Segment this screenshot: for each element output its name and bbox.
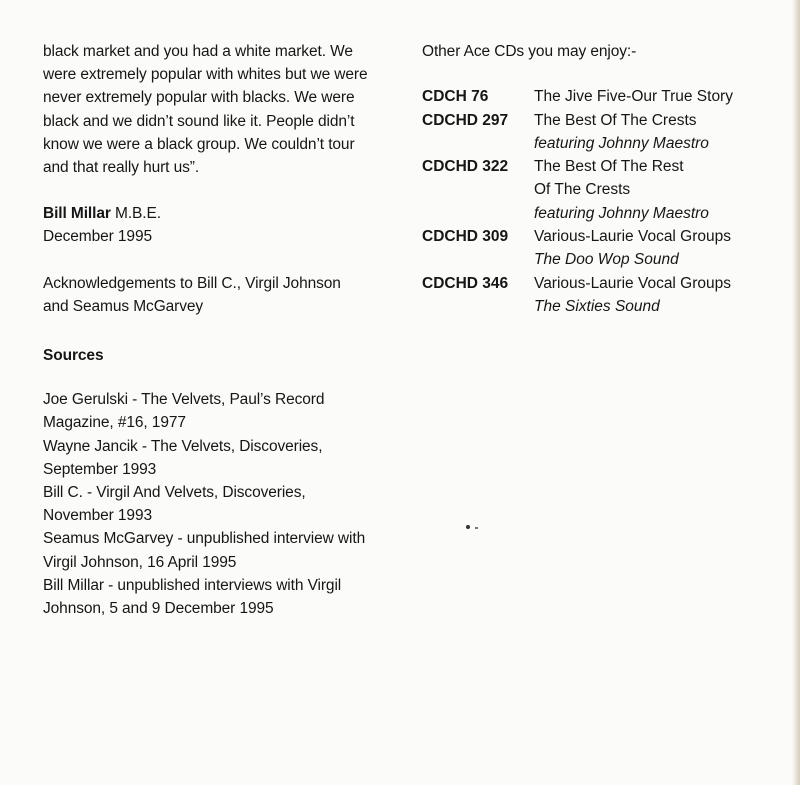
catalogue-subline bbox=[422, 248, 782, 271]
source-line: September 1993 bbox=[43, 460, 157, 478]
spacer bbox=[43, 318, 398, 344]
spacer bbox=[43, 249, 398, 272]
quote-paragraph bbox=[43, 40, 398, 179]
sources-heading: Sources bbox=[43, 347, 104, 365]
quote-line: know we were a black group. We couldn’t tour bbox=[43, 135, 355, 153]
source-line: Seamus McGarvey - unpublished interview with bbox=[43, 530, 366, 548]
left-column bbox=[43, 40, 398, 620]
catalogue-item bbox=[422, 155, 782, 178]
catalogue-item bbox=[422, 272, 782, 295]
source-line: Johnson, 5 and 9 December 1995 bbox=[43, 600, 274, 618]
quote-line: and that really hurt us”. bbox=[43, 159, 200, 177]
author-honours: M.B.E. bbox=[110, 205, 161, 223]
catalogue-title: The Jive Five-Our True Story bbox=[534, 88, 733, 106]
catalogue-subtitle: featuring Johnny Maestro bbox=[534, 134, 709, 152]
acknowledgements bbox=[43, 272, 398, 318]
page-edge-shadow bbox=[792, 0, 800, 785]
source-line: Bill Millar - unpublished interviews with Virgil bbox=[43, 576, 342, 594]
quote-line: never extremely popular with blacks. We were bbox=[43, 89, 355, 107]
quote-line: black and we didn’t sound like it. People didn’t bbox=[43, 112, 355, 130]
spacer bbox=[43, 179, 398, 202]
catalogue-title: The Best Of The Crests bbox=[534, 111, 697, 129]
paper-speck bbox=[466, 525, 470, 529]
catalogue-title-continued: Of The Crests bbox=[534, 181, 631, 199]
catalogue-subline bbox=[422, 202, 782, 225]
right-column bbox=[422, 40, 782, 318]
catalogue-number: CDCHD 322 bbox=[422, 158, 509, 176]
acknowledgements-line: Acknowledgements to Bill C., Virgil Johnson bbox=[43, 274, 341, 292]
catalogue-subline bbox=[422, 178, 782, 201]
catalogue-item bbox=[422, 85, 782, 108]
catalogue-title: The Best Of The Rest bbox=[534, 158, 684, 176]
catalogue-subtitle: featuring Johnny Maestro bbox=[534, 204, 709, 222]
source-line: Wayne Jancik - The Velvets, Discoveries, bbox=[43, 437, 323, 455]
acknowledgements-line: and Seamus McGarvey bbox=[43, 297, 204, 315]
catalogue-list bbox=[422, 85, 782, 318]
quote-line: were extremely popular with whites but we were bbox=[43, 66, 368, 84]
author-credit bbox=[43, 202, 398, 225]
catalogue-subtitle: The Doo Wop Sound bbox=[534, 251, 679, 269]
sources-list bbox=[43, 388, 398, 620]
source-line: Bill C. - Virgil And Velvets, Discoveries, bbox=[43, 484, 306, 502]
source-line: November 1993 bbox=[43, 507, 152, 525]
catalogue-subline bbox=[422, 295, 782, 318]
catalogue-number: CDCHD 309 bbox=[422, 227, 509, 245]
author-name: Bill Millar bbox=[43, 205, 111, 223]
catalogue-subline bbox=[422, 132, 782, 155]
catalogue-item bbox=[422, 225, 782, 248]
spacer bbox=[43, 367, 398, 388]
source-line: Virgil Johnson, 16 April 1995 bbox=[43, 553, 237, 571]
source-line: Magazine, #16, 1977 bbox=[43, 414, 186, 432]
catalogue-subtitle: The Sixties Sound bbox=[534, 297, 660, 315]
catalogue-title: Various-Laurie Vocal Groups bbox=[534, 274, 732, 292]
credit-date: December 1995 bbox=[43, 228, 152, 246]
source-line: Joe Gerulski - The Velvets, Paul’s Record bbox=[43, 391, 325, 409]
catalogue-number: CDCHD 297 bbox=[422, 111, 509, 129]
paper-speck bbox=[475, 527, 478, 529]
spacer bbox=[422, 63, 782, 85]
catalogue-title: Various-Laurie Vocal Groups bbox=[534, 227, 732, 245]
catalogue-number: CDCHD 346 bbox=[422, 274, 509, 292]
other-cds-heading: Other Ace CDs you may enjoy:- bbox=[422, 43, 637, 60]
catalogue-item bbox=[422, 109, 782, 132]
catalogue-number: CDCH 76 bbox=[422, 88, 489, 106]
quote-line: black market and you had a white market. We bbox=[43, 43, 353, 60]
